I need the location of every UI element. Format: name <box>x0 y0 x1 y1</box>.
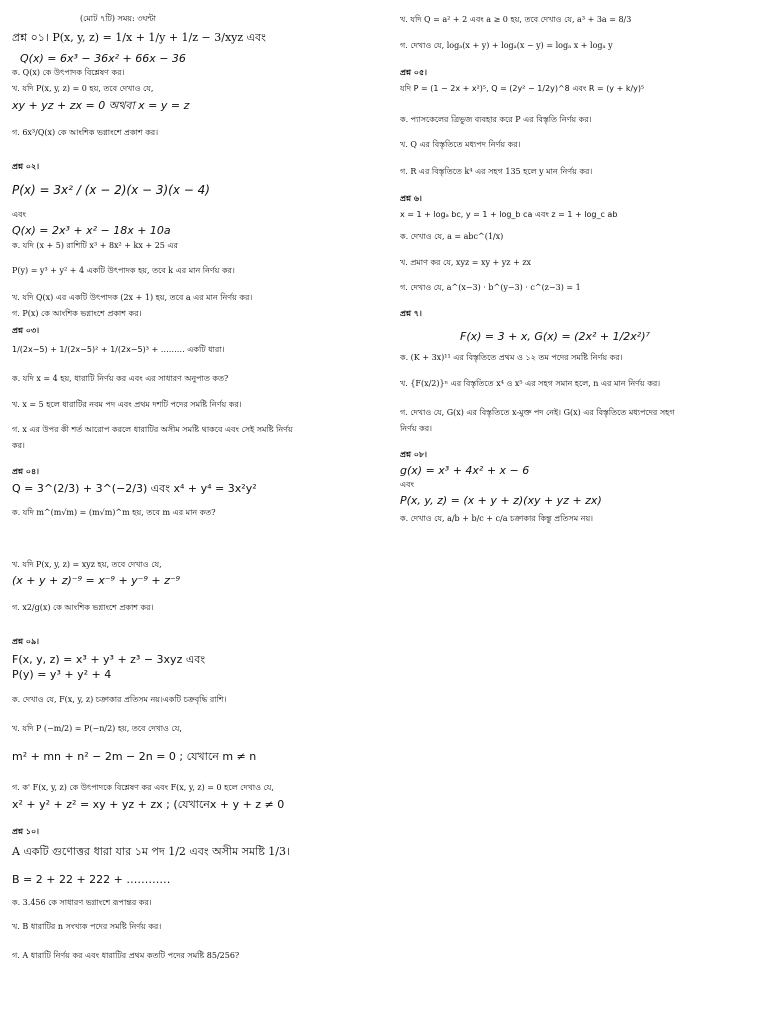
question-5-heading: প্রশ্ন ০৫। <box>400 67 428 77</box>
q10-part-kha: খ. B ধারাটির n সংখ্যক পদের সমষ্টি নির্ণয় কর। <box>12 922 162 931</box>
q4-part-ga: গ. x2/g(x) কে আংশিক ভগ্নাংশে প্রকাশ কর। <box>12 603 154 612</box>
q9-function-f: F(x, y, z) = x³ + y³ + z³ − 3xyz এবং <box>12 653 206 666</box>
q10-series-b: B = 2 + 22 + 222 + ………… <box>12 873 171 886</box>
q3-part-kha: খ. x = 5 হলে ধারাটির নবম পদ এবং প্রথম দশটি পদের সমষ্টি নির্ণয় কর। <box>12 400 242 409</box>
q8-function-p: P(x, y, z) = (x + y + z)(xy + yz + zx) <box>400 494 602 507</box>
q10-part-ka: ক. 3.456 কে সাধারণ ভগ্নাংশে রূপান্তর কর। <box>12 898 152 907</box>
q2-part-kha: খ. যদি Q(x) এর একটি উৎপাদক (2x + 1) হয়, তবে a এর মান নির্ণয় কর। <box>12 293 253 302</box>
question-7-heading: প্রশ্ন ৭। <box>400 308 422 318</box>
q10-part-ga: গ. A ধারাটি নির্ণয় কর এবং ধারাটির প্রথম কতটি পদের সমষ্টি 85/256? <box>12 951 240 960</box>
q9-part-ka: ক. দেখাও যে, F(x, y, z) চক্রাকার প্রতিসম নয়।একটি চক্রবৃদ্ধি রাশি। <box>12 695 227 704</box>
q7-part-ga-line2: নির্ণয় কর। <box>400 424 433 433</box>
q5-definitions: যদি P = (1 − 2x + x²)⁵, Q = (2y² − 1/2y)^8 এবং R = (y + k/y)⁵ <box>400 84 645 93</box>
q2-function-q: Q(x) = 2x³ + x² − 18x + 10a <box>12 224 171 237</box>
q1-part-kha: খ. যদি P(x, y, z) = 0 হয়, তবে দেখাও যে, <box>12 84 154 93</box>
q8-function-g: g(x) = x³ + 4x² + x − 6 <box>400 464 530 477</box>
q9-function-p: P(y) = y³ + y² + 4 <box>12 668 112 681</box>
q9-part-ga-result: x² + y² + z² = xy + yz + zx ; (যেখানেx + y + z ≠ 0 <box>12 798 285 811</box>
q8-and: এবং <box>400 480 414 489</box>
q6-part-kha: খ. প্রমাণ কর যে, xyz = xy + yz + zx <box>400 258 532 267</box>
q7-part-kha: খ. {F(x/2)}ⁿ এর বিস্তৃতিতে x⁴ ও x⁵ এর সহগ সমান হলে, n এর মান নির্ণয় কর। <box>400 379 661 388</box>
q4-part-ka: ক. যদি m^(m√m) = (m√m)^m হয়, তবে m এর মান কত? <box>12 508 216 517</box>
question-8-heading: প্রশ্ন ০৮। <box>400 449 428 459</box>
question-6-heading: প্রশ্ন ৬। <box>400 193 422 203</box>
question-3-heading: প্রশ্ন ০৩। <box>12 325 40 335</box>
q7-definitions: F(x) = 3 + x, G(x) = (2x² + 1/2x²)⁷ <box>460 330 650 343</box>
question-1-heading: প্রশ্ন ০১। P(x, y, z) = 1/x + 1/y + 1/z − 3/xyz এবং <box>12 31 266 44</box>
q4-right-part-kha: খ. যদি Q = a² + 2 এবং a ≥ 0 হয়, তবে দেখাও যে, a³ + 3a = 8/3 <box>400 15 632 24</box>
q4-part-kha: খ. যদি P(x, y, z) = xyz হয়, তবে দেখাও যে, <box>12 560 162 569</box>
q2-part-ka: ক. যদি (x + 5) রাশিটি x³ + 8x² + kx + 25 এর <box>12 241 178 250</box>
q3-part-ka: ক. যদি x = 4 হয়, ধারাটি নির্ণয় কর এবং এর সাধারণ অনুপাত কত? <box>12 374 229 383</box>
q5-part-ga: গ. R এর বিস্তৃতিতে k⁴ এর সহগ 135 হলে y মান নির্ণয় কর। <box>400 167 593 176</box>
q6-definitions: x = 1 + logₐ bc, y = 1 + log_b ca এবং z = 1 + log_c ab <box>400 210 618 219</box>
question-2-heading: প্রশ্ন ০২। <box>12 161 40 171</box>
q2-and: এবং <box>12 210 26 219</box>
question-4-heading: প্রশ্ন ০৪। <box>12 466 40 476</box>
q5-part-ka: ক. প্যাসকেলের ত্রিভুজ ব্যবহার করে P এর বিস্তৃতি নির্ণয় কর। <box>400 115 592 124</box>
q4-part-kha-result: (x + y + z)⁻⁹ = x⁻⁹ + y⁻⁹ + z⁻⁹ <box>12 574 181 587</box>
q1-polynomial-q: Q(x) = 6x³ − 36x² + 66x − 36 <box>20 52 186 65</box>
q6-part-ga: গ. দেখাও যে, a^(x−3) · b^(y−3) · c^(z−3) = 1 <box>400 283 581 292</box>
q8-part-ka: ক. দেখাও যে, a/b + b/c + c/a চক্রাকার কিন্তু প্রতিসম নয়। <box>400 514 594 523</box>
q9-part-kha-result: m² + mn + n² − 2m − 2n = 0 ; যেখানে m ≠ n <box>12 750 257 763</box>
q1-part-ka: ক. Q(x) কে উৎপাদক বিশ্লেষণ কর। <box>12 68 125 77</box>
q2-function-p: P(x) = 3x² / (x − 2)(x − 3)(x − 4) <box>12 183 210 197</box>
q7-part-ka: ক. (K + 3x)¹¹ এর বিস্তৃতিতে প্রথম ও ১২ তম পদের সমষ্টি নির্ণয় কর। <box>400 353 623 362</box>
q4-right-part-ga: গ. দেখাও যে, logₐ(x + y) + logₐ(x − y) = logₐ x + logₐ y <box>400 41 613 50</box>
q9-part-kha: খ. যদি P (−m/2) = P(−n/2) হয়, তবে দেখাও যে, <box>12 724 182 733</box>
q3-part-ga-line2: কর। <box>12 441 25 450</box>
q5-part-kha: খ. Q এর বিস্তৃতিতে মধ্যপদ নির্ণয় কর। <box>400 140 521 149</box>
q7-part-ga: গ. দেখাও যে, G(x) এর বিস্তৃতিতে x-মুক্ত পদ নেই। G(x) এর বিস্তৃতিতে মধ্যপদের সহগ <box>400 408 675 417</box>
q10-series-a: A একটি গুণোত্তর ধারা যার ১ম পদ 1/2 এবং অসীম সমষ্টি 1/3। <box>12 845 290 858</box>
q9-part-ga: গ. ক' F(x, y, z) কে উৎপাদকে বিশ্লেষণ কর এবং F(x, y, z) = 0 হলে দেখাও যে, <box>12 783 274 792</box>
q3-part-ga: গ. x এর উপর কী শর্ত আরোপ করলে ধারাটির অসীম সমষ্টি থাকবে এবং সেই সমষ্টি নির্ণয় <box>12 425 293 434</box>
q2-part-ga: গ. P(x) কে আংশিক ভগ্নাংশে প্রকাশ কর। <box>12 309 142 318</box>
q1-part-kha-result: xy + yz + zx = 0 অথবা x = y = z <box>12 99 190 112</box>
question-9-heading: প্রশ্ন ০৯। <box>12 636 40 646</box>
q4-expression: Q = 3^(2/3) + 3^(−2/3) এবং x⁴ + y⁴ = 3x²y² <box>12 482 257 495</box>
question-10-heading: প্রশ্ন ১০। <box>12 826 40 836</box>
exam-header: (মোট ৭টি) সময়: ৩ঘন্টা <box>80 14 156 23</box>
q2-part-ka-line2: P(y) = y³ + y² + 4 একটি উৎপাদক হয়, তবে k এর মান নির্ণয় কর। <box>12 266 235 275</box>
q3-series: 1/(2x−5) + 1/(2x−5)² + 1/(2x−5)³ + ……… একটি ধারা। <box>12 345 225 354</box>
q6-part-ka: ক. দেখাও যে, a = abc^(1/x) <box>400 232 504 241</box>
q1-part-ga: গ. 6x³/Q(x) কে আংশিক ভগ্নাংশে প্রকাশ কর। <box>12 128 159 137</box>
